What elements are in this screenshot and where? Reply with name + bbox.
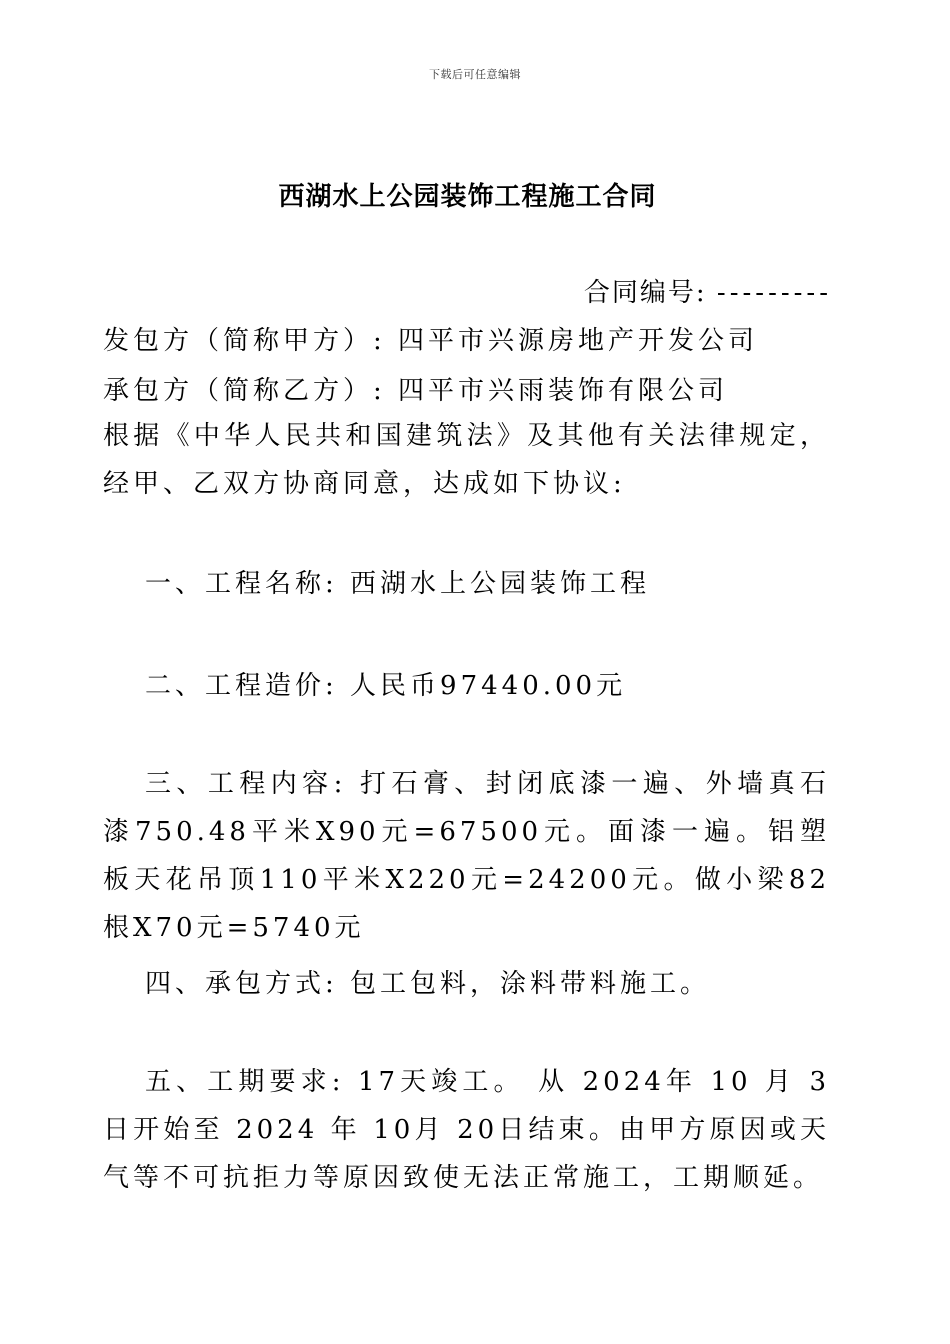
clause-contract-method: 四、承包方式: 包工包料，涂料带料施工。 (145, 969, 711, 999)
contract-number-label: 合同编号: (583, 278, 707, 308)
clause-project-cost: 二、工程造价: 人民币97440.00元 (145, 671, 627, 701)
party-b-line: 承包方（简称乙方）: 四平市兴雨装饰有限公司 (103, 376, 729, 406)
clause-schedule: 五、工期要求: 17天竣工。 从 2024年 10 月 3日开始至 2024 年 10月 20日结束。由甲方原因或天气等不可抗拒力等原因致使无法正常施工，工期顺延。 (103, 1067, 830, 1193)
document-title: 西湖水上公园装饰工程施工合同 (278, 182, 657, 212)
clause-project-name: 一、工程名称: 西湖水上公园装饰工程 (145, 569, 651, 599)
contract-number (584, 272, 832, 309)
party-a-line: 发包方（简称甲方）: 四平市兴源房地产开发公司 (103, 326, 759, 356)
clause-project-content: 三、工程内容: 打石膏、封闭底漆一遍、外墙真石漆750.48平米X90元=67500元。面漆一遍。铝塑板天花吊顶110平米X220元=24200元。做小梁82根X70元=5740元 (103, 769, 830, 943)
contract-number-value: --------- (716, 278, 832, 308)
preamble-paragraph: 根据《中华人民共和国建筑法》及其他有关法律规定，经甲、乙双方协商同意，达成如下协议: (103, 421, 830, 499)
header-note: 下载后可任意编辑 (429, 68, 521, 81)
